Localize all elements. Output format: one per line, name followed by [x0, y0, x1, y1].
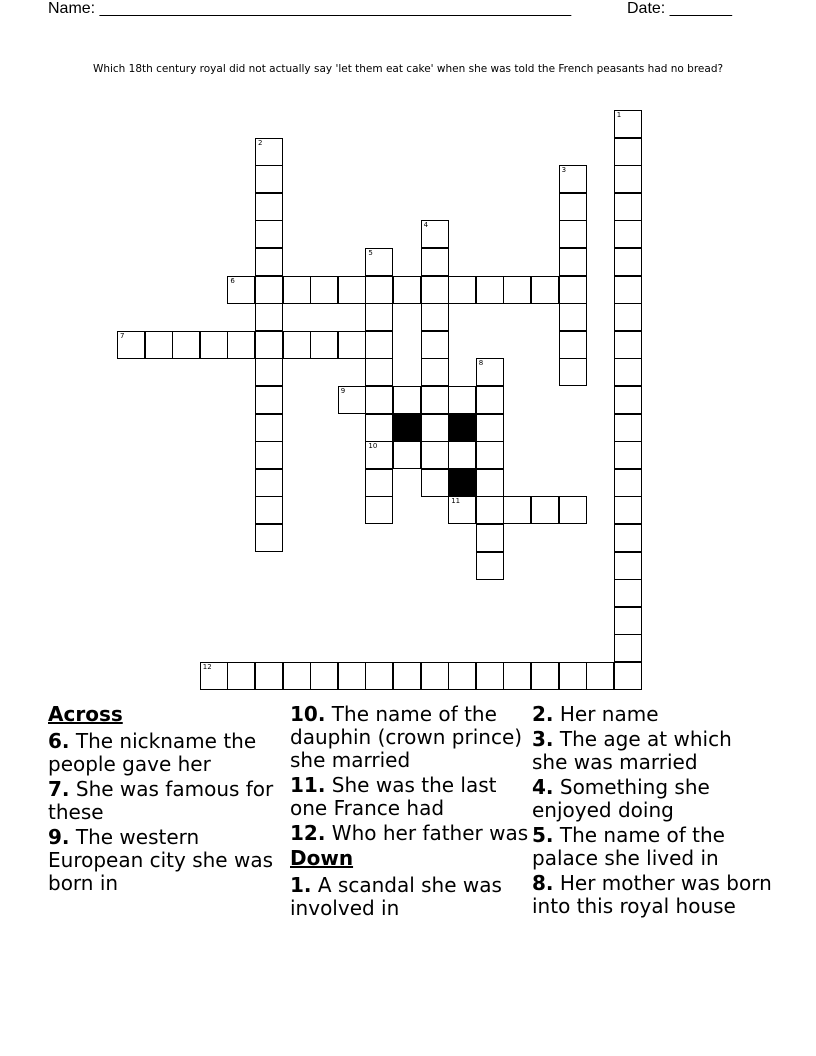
grid-cell[interactable]	[614, 496, 642, 524]
grid-cell[interactable]	[310, 276, 338, 304]
grid-cell[interactable]	[338, 276, 366, 304]
grid-cell[interactable]	[559, 331, 587, 359]
grid-cell[interactable]	[448, 441, 476, 469]
grid-cell[interactable]	[614, 331, 642, 359]
grid-cell[interactable]	[255, 386, 283, 414]
clue-across-7: 7. She was famous for these	[48, 777, 274, 824]
grid-cell[interactable]	[365, 276, 393, 304]
grid-cell[interactable]	[365, 248, 393, 276]
clue-number-label: 10	[368, 442, 378, 451]
grid-cell[interactable]	[503, 496, 531, 524]
grid-cell[interactable]	[421, 441, 449, 469]
clue-number-label: 8	[478, 359, 484, 368]
grid-cell[interactable]	[255, 469, 283, 497]
grid-cell[interactable]	[614, 579, 642, 607]
black-square	[393, 414, 421, 442]
clue-down-5: 5. The name of the palace she lived in	[532, 823, 725, 870]
clue-number-label: 1	[616, 111, 622, 119]
grid-cell[interactable]	[393, 441, 421, 469]
grid-cell[interactable]	[448, 662, 476, 690]
grid-cell[interactable]	[310, 331, 338, 359]
clue-number-label: 11	[451, 497, 461, 506]
grid-cell[interactable]	[503, 662, 531, 690]
grid-cell[interactable]	[614, 634, 642, 662]
clue-down-1: 1. A scandal she was involved in	[290, 873, 502, 920]
grid-cell[interactable]	[559, 662, 587, 690]
grid-cell[interactable]	[559, 165, 587, 193]
grid-cell[interactable]	[503, 276, 531, 304]
grid-cell[interactable]	[421, 220, 449, 248]
grid-cell[interactable]	[476, 386, 504, 414]
grid-cell[interactable]	[365, 441, 393, 469]
grid-cell[interactable]	[255, 138, 283, 166]
grid-cell[interactable]	[145, 331, 173, 359]
grid-cell[interactable]	[255, 276, 283, 304]
grid-cell[interactable]	[448, 276, 476, 304]
grid-cell[interactable]	[614, 386, 642, 414]
grid-cell[interactable]	[283, 662, 311, 690]
grid-cell[interactable]	[614, 441, 642, 469]
clue-number-label: 12	[202, 663, 212, 671]
grid-cell[interactable]	[614, 220, 642, 248]
grid-cell[interactable]	[614, 193, 642, 221]
date-field[interactable]: Date: _______	[627, 0, 732, 17]
grid-cell[interactable]	[255, 414, 283, 442]
grid-cell[interactable]	[559, 303, 587, 331]
grid-cell[interactable]	[255, 358, 283, 386]
grid-cell[interactable]	[255, 303, 283, 331]
grid-cell[interactable]	[559, 220, 587, 248]
clue-across-6: 6. The nickname the people gave her	[48, 729, 257, 776]
grid-cell[interactable]	[559, 358, 587, 386]
grid-cell[interactable]	[172, 331, 200, 359]
grid-cell[interactable]	[393, 276, 421, 304]
black-square	[448, 469, 476, 497]
grid-cell[interactable]	[421, 276, 449, 304]
grid-cell[interactable]	[614, 303, 642, 331]
grid-cell[interactable]	[365, 496, 393, 524]
clue-down-2: 2. Her name	[532, 702, 659, 726]
grid-cell[interactable]	[255, 662, 283, 690]
clue-column-2	[290, 703, 530, 922]
grid-cell[interactable]	[421, 414, 449, 442]
clue-number-label: 9	[340, 387, 346, 395]
grid-cell[interactable]	[614, 552, 642, 580]
grid-cell[interactable]	[531, 276, 559, 304]
clue-number-label: 6	[230, 276, 235, 285]
name-field[interactable]: Name: _____________________________________________________	[48, 0, 572, 17]
clue-down-4: 4. Something she enjoyed doing	[532, 775, 710, 822]
grid-cell[interactable]	[338, 662, 366, 690]
clue-number-label: 3	[561, 166, 567, 175]
clue-down-3: 3. The age at which she was married	[532, 727, 732, 774]
grid-cell[interactable]	[531, 662, 559, 690]
grid-cell[interactable]	[614, 607, 642, 635]
grid-cell[interactable]	[586, 662, 614, 690]
grid-cell[interactable]	[421, 248, 449, 276]
grid-cell[interactable]	[476, 524, 504, 552]
grid-cell[interactable]	[421, 386, 449, 414]
grid-cell[interactable]	[614, 358, 642, 386]
grid-cell[interactable]	[393, 662, 421, 690]
grid-cell[interactable]	[310, 662, 338, 690]
grid-cell[interactable]	[421, 331, 449, 359]
grid-cell[interactable]	[476, 496, 504, 524]
grid-cell[interactable]	[476, 441, 504, 469]
grid-cell[interactable]	[476, 662, 504, 690]
across-heading: Across	[48, 702, 123, 726]
clue-across-10: 10. The name of the dauphin (crown prince) she married	[290, 702, 523, 772]
grid-cell[interactable]	[227, 662, 255, 690]
grid-cell[interactable]	[614, 110, 642, 138]
clue-number-label: 5	[368, 249, 373, 257]
grid-cell[interactable]	[476, 276, 504, 304]
grid-cell[interactable]	[365, 469, 393, 497]
grid-cell[interactable]	[559, 496, 587, 524]
grid-cell[interactable]	[255, 220, 283, 248]
clue-number-label: 7	[120, 331, 125, 340]
grid-cell[interactable]	[559, 193, 587, 221]
clue-number-label: 4	[423, 221, 429, 230]
grid-cell[interactable]	[421, 469, 449, 497]
grid-cell[interactable]	[365, 331, 393, 359]
clue-across-11: 11. She was the last one France had	[290, 773, 497, 820]
grid-cell[interactable]	[614, 469, 642, 497]
down-heading: Down	[290, 846, 354, 870]
clue-across-9: 9. The western European city she was born in	[48, 825, 273, 895]
grid-cell[interactable]	[117, 331, 145, 359]
grid-cell[interactable]	[365, 662, 393, 690]
grid-cell[interactable]	[614, 276, 642, 304]
grid-cell[interactable]	[365, 358, 393, 386]
grid-cell[interactable]	[448, 386, 476, 414]
grid-cell[interactable]	[255, 248, 283, 276]
grid-cell[interactable]	[476, 358, 504, 386]
grid-cell[interactable]	[421, 358, 449, 386]
grid-cell[interactable]	[255, 193, 283, 221]
grid-cell[interactable]	[338, 386, 366, 414]
grid-cell[interactable]	[421, 303, 449, 331]
grid-cell[interactable]	[421, 662, 449, 690]
puzzle-question: Which 18th century royal did not actually say 'let them eat cake' when she was told the French peasants had no bread?	[92, 63, 724, 75]
grid-cell[interactable]	[448, 496, 476, 524]
grid-cell[interactable]	[338, 331, 366, 359]
clue-number-label: 2	[258, 138, 263, 147]
grid-cell[interactable]	[255, 331, 283, 359]
clue-across-12: 12. Who her father was	[290, 821, 529, 845]
grid-cell[interactable]	[200, 331, 228, 359]
black-square	[448, 414, 476, 442]
grid-cell[interactable]	[365, 303, 393, 331]
grid-cell[interactable]	[531, 496, 559, 524]
grid-cell[interactable]	[614, 138, 642, 166]
grid-cell[interactable]	[476, 552, 504, 580]
grid-cell[interactable]	[393, 386, 421, 414]
grid-cell[interactable]	[476, 469, 504, 497]
grid-cell[interactable]	[255, 496, 283, 524]
grid-cell[interactable]	[614, 248, 642, 276]
grid-cell[interactable]	[200, 662, 228, 690]
grid-cell[interactable]	[476, 414, 504, 442]
grid-cell[interactable]	[365, 414, 393, 442]
grid-cell[interactable]	[227, 276, 255, 304]
clue-column-1	[48, 703, 284, 897]
clue-down-8: 8. Her mother was born into this royal house	[532, 871, 772, 918]
grid-cell[interactable]	[255, 441, 283, 469]
grid-cell[interactable]	[614, 414, 642, 442]
grid-cell[interactable]	[255, 165, 283, 193]
grid-cell[interactable]	[614, 662, 642, 690]
grid-cell[interactable]	[559, 276, 587, 304]
grid-cell[interactable]	[559, 248, 587, 276]
grid-cell[interactable]	[283, 276, 311, 304]
clue-column-3	[532, 703, 772, 920]
grid-cell[interactable]	[227, 331, 255, 359]
grid-cell[interactable]	[614, 165, 642, 193]
grid-cell[interactable]	[614, 524, 642, 552]
grid-cell[interactable]	[283, 331, 311, 359]
grid-cell[interactable]	[365, 386, 393, 414]
grid-cell[interactable]	[255, 524, 283, 552]
